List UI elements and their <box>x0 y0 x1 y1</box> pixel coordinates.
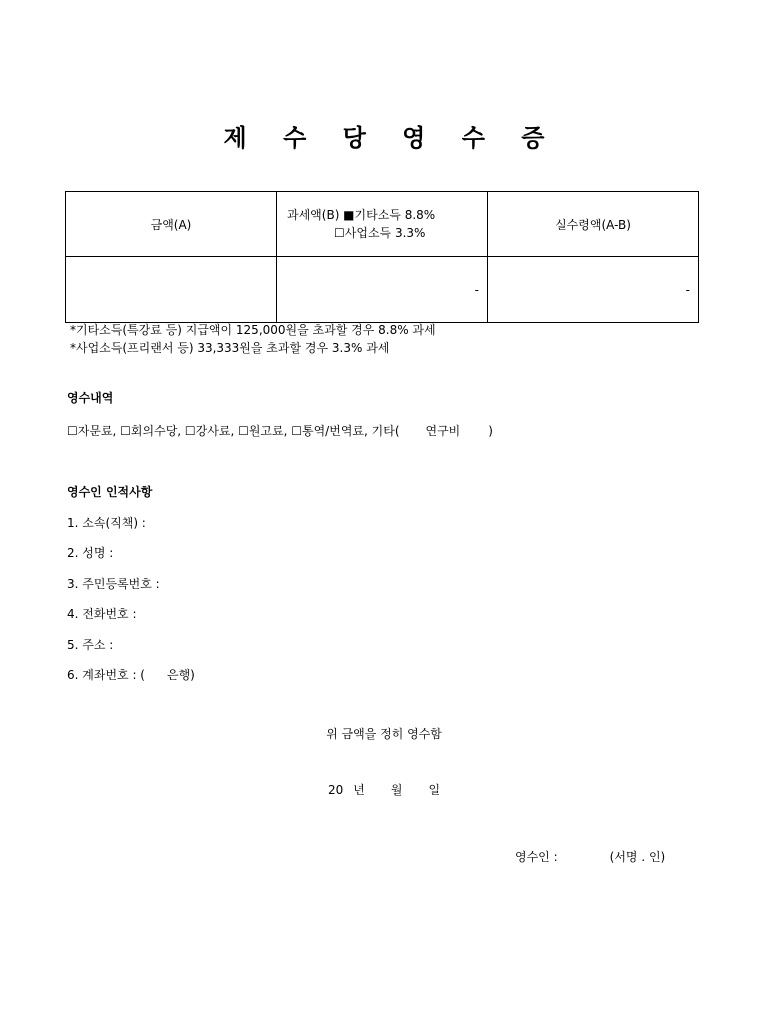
recipient-id-number: 3. 주민등록번호 : <box>67 577 160 591</box>
recipient-name: 2. 성명 : <box>67 546 114 560</box>
amount-header: 금액(A) <box>66 192 277 257</box>
tax-header <box>277 192 488 257</box>
tax-note-other-income: *기타소득(특강료 등) 지급액이 125,000원을 초과할 경우 8.8% 과세 <box>70 323 436 337</box>
receipt-options-line <box>67 422 493 439</box>
net-amount-value: - <box>488 257 699 323</box>
net-amount-header: 실수령액(A-B) <box>488 192 699 257</box>
tax-header-line2: ☐사업소득 3.3% <box>334 226 426 240</box>
confirm-text: 위 금액을 정히 영수함 <box>326 727 442 741</box>
tax-note-business-income: *사업소득(프리랜서 등) 33,333원을 초과할 경우 3.3% 과세 <box>70 341 390 355</box>
recipient-section-heading: 영수인 인적사항 <box>67 485 153 499</box>
amount-table <box>65 191 699 323</box>
amount-table-value-row <box>66 257 699 323</box>
signature-mark: (서명 . 인) <box>609 850 666 864</box>
recipient-address: 5. 주소 : <box>67 638 114 652</box>
receipt-section-heading: 영수내역 <box>67 391 114 405</box>
date-year: 20 <box>327 783 344 797</box>
date-line <box>0 781 768 798</box>
date-day-unit: 일 <box>428 783 441 797</box>
signature-line <box>515 848 665 865</box>
signature-label: 영수인 : <box>515 850 558 864</box>
tax-notes <box>70 321 436 357</box>
amount-value <box>66 257 277 323</box>
tax-header-line1: 과세액(B) ■기타소득 8.8% <box>287 208 436 222</box>
recipient-affiliation: 1. 소속(직책) : <box>67 516 146 530</box>
receipt-close-paren: ) <box>488 424 493 438</box>
date-year-unit: 년 <box>353 783 365 797</box>
receipt-options: ☐자문료, ☐회의수당, ☐강사료, ☐원고료, ☐통역/번역료, 기타( <box>67 424 400 438</box>
recipient-account <box>67 666 195 683</box>
date-month-unit: 월 <box>390 783 403 797</box>
tax-value: - <box>277 257 488 323</box>
recipient-phone: 4. 전화번호 : <box>67 607 137 621</box>
amount-table-header-row <box>66 192 699 257</box>
account-bank: 은행) <box>167 668 195 682</box>
account-label: 6. 계좌번호 : ( <box>67 668 145 682</box>
document-title: 제 수 당 영 수 증 <box>223 124 559 152</box>
receipt-other-value: 연구비 <box>425 424 461 438</box>
